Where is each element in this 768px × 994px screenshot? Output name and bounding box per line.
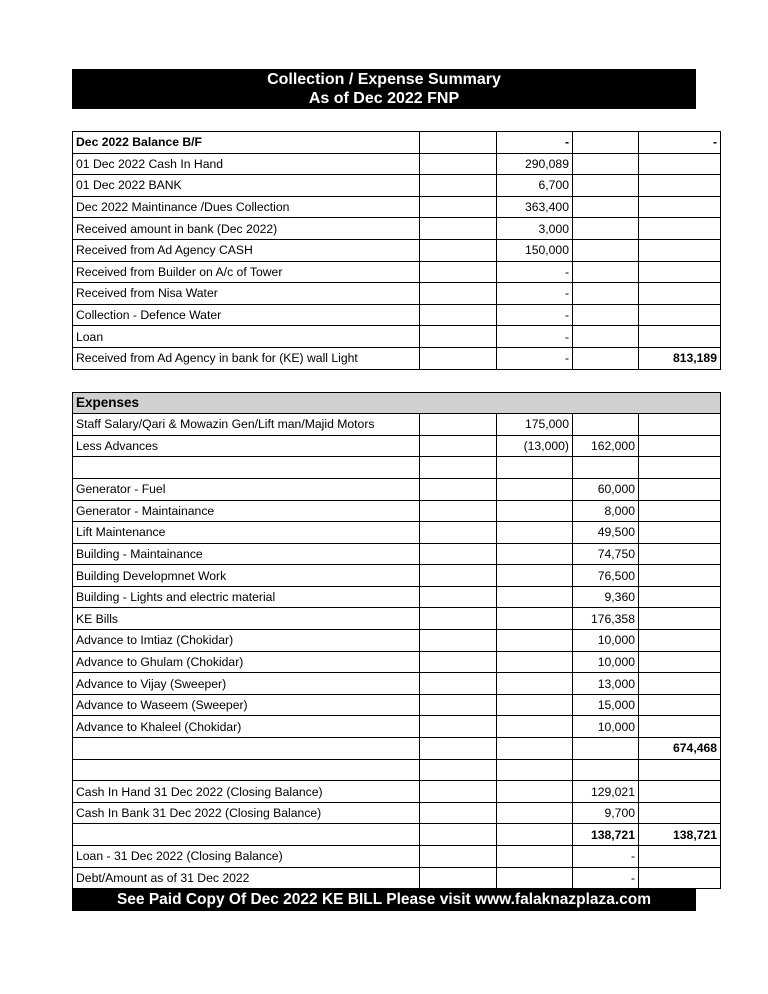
collection-row [73, 239, 721, 261]
col-1-value [420, 175, 497, 197]
col-2-value [497, 694, 573, 716]
col-4-total [639, 239, 721, 261]
expense-row [73, 802, 721, 824]
expense-row [73, 651, 721, 673]
row-label: Advance to Ghulam (Chokidar) [73, 651, 420, 673]
col-1-value [420, 304, 497, 326]
col-3-value: 129,021 [573, 781, 639, 803]
empty-cell [420, 802, 497, 824]
collection-row [73, 326, 721, 348]
empty-cell [420, 500, 497, 522]
row-label [73, 824, 420, 846]
col-2-value [497, 824, 573, 846]
col-1-value [420, 261, 497, 283]
row-label: Lift Maintenance [73, 522, 420, 544]
expense-row [73, 759, 721, 781]
expenses-header: Expenses [73, 392, 721, 414]
row-label: Received from Builder on A/c of Tower [73, 261, 420, 283]
col-3-value: 15,000 [573, 694, 639, 716]
col-1-value [420, 239, 497, 261]
collection-row [73, 304, 721, 326]
col-4-total [639, 196, 721, 218]
col-2-value [497, 543, 573, 565]
expense-row [73, 543, 721, 565]
col-2-value: - [497, 347, 573, 369]
col-3-value [573, 759, 639, 781]
row-label: 01 Dec 2022 Cash In Hand [73, 153, 420, 175]
col-4-total [639, 218, 721, 240]
col-4-total [639, 694, 721, 716]
row-label [73, 738, 420, 760]
expense-row [73, 738, 721, 760]
row-label: Advance to Khaleel (Chokidar) [73, 716, 420, 738]
empty-cell [420, 522, 497, 544]
row-label: Received from Ad Agency CASH [73, 239, 420, 261]
empty-cell [420, 694, 497, 716]
collection-table [72, 131, 721, 370]
col-3-value [573, 196, 639, 218]
col-2-value: - [497, 304, 573, 326]
col-2-value: 3,000 [497, 218, 573, 240]
collection-row [73, 175, 721, 197]
collection-row [73, 153, 721, 175]
col-1-value [420, 196, 497, 218]
row-label: Cash In Hand 31 Dec 2022 (Closing Balance) [73, 781, 420, 803]
col-4-total [639, 781, 721, 803]
expense-row [73, 457, 721, 479]
col-2-value [497, 802, 573, 824]
col-2-value: 150,000 [497, 239, 573, 261]
row-label: Received from Nisa Water [73, 283, 420, 305]
expense-row [73, 824, 721, 846]
row-label: Loan - 31 Dec 2022 (Closing Balance) [73, 846, 420, 868]
col-2-value [497, 478, 573, 500]
col-1-value [420, 283, 497, 305]
col-1-value [420, 153, 497, 175]
col-3-value [573, 283, 639, 305]
empty-cell [420, 759, 497, 781]
col-4-total [639, 175, 721, 197]
col-3-value: 9,700 [573, 802, 639, 824]
col-3-value: 8,000 [573, 500, 639, 522]
empty-cell [420, 846, 497, 868]
col-2-value: - [497, 132, 573, 154]
col-3-value: 10,000 [573, 716, 639, 738]
col-4-total [639, 759, 721, 781]
col-3-value: 138,721 [573, 824, 639, 846]
col-3-value [573, 175, 639, 197]
col-3-value: 76,500 [573, 565, 639, 587]
col-3-value [573, 304, 639, 326]
summary-sheet [72, 69, 718, 911]
col-4-total [639, 414, 721, 436]
col-2-value: 363,400 [497, 196, 573, 218]
empty-cell [420, 781, 497, 803]
col-2-value [497, 500, 573, 522]
collection-row [73, 218, 721, 240]
col-4-total [639, 802, 721, 824]
row-label: Received from Ad Agency in bank for (KE) wall Light [73, 347, 420, 369]
col-2-value [497, 630, 573, 652]
col-1-value [420, 326, 497, 348]
collection-row [73, 261, 721, 283]
col-3-value [573, 414, 639, 436]
expense-row [73, 673, 721, 695]
expense-row [73, 414, 721, 436]
col-4-total: 674,468 [639, 738, 721, 760]
row-label: KE Bills [73, 608, 420, 630]
col-2-value [497, 565, 573, 587]
row-label: Building Developmnet Work [73, 565, 420, 587]
empty-cell [420, 824, 497, 846]
expense-row [73, 630, 721, 652]
col-1-value [420, 347, 497, 369]
col-2-value [497, 651, 573, 673]
col-4-total [639, 673, 721, 695]
col-1-value [420, 218, 497, 240]
col-2-value: - [497, 283, 573, 305]
row-label: Building - Lights and electric material [73, 586, 420, 608]
col-4-total [639, 522, 721, 544]
empty-cell [420, 608, 497, 630]
row-label: Less Advances [73, 435, 420, 457]
col-4-total: 138,721 [639, 824, 721, 846]
col-3-value: 10,000 [573, 630, 639, 652]
collection-row [73, 347, 721, 369]
col-2-value: 175,000 [497, 414, 573, 436]
empty-cell [420, 565, 497, 587]
empty-cell [420, 673, 497, 695]
row-label: Dec 2022 Balance B/F [73, 132, 420, 154]
col-2-value [497, 522, 573, 544]
expense-row [73, 478, 721, 500]
expense-row [73, 846, 721, 868]
expenses-header-row [73, 392, 721, 414]
expense-row [73, 781, 721, 803]
expense-row [73, 694, 721, 716]
collection-row [73, 196, 721, 218]
row-label: Staff Salary/Qari & Mowazin Gen/Lift man/Majid Motors [73, 414, 420, 436]
row-label [73, 457, 420, 479]
row-label: Debt/Amount as of 31 Dec 2022 [73, 867, 420, 889]
col-2-value [497, 738, 573, 760]
empty-cell [420, 414, 497, 436]
expense-row [73, 586, 721, 608]
col-4-total [639, 716, 721, 738]
row-label: Advance to Vijay (Sweeper) [73, 673, 420, 695]
col-3-value [573, 738, 639, 760]
row-label: 01 Dec 2022 BANK [73, 175, 420, 197]
row-label: Building - Maintainance [73, 543, 420, 565]
col-3-value: 176,358 [573, 608, 639, 630]
col-3-value [573, 153, 639, 175]
col-3-value [573, 218, 639, 240]
collection-row [73, 283, 721, 305]
row-label: Generator - Maintainance [73, 500, 420, 522]
col-4-total [639, 651, 721, 673]
expense-row [73, 608, 721, 630]
col-2-value [497, 867, 573, 889]
col-4-total [639, 565, 721, 587]
col-2-value: 6,700 [497, 175, 573, 197]
col-3-value [573, 132, 639, 154]
col-2-value [497, 673, 573, 695]
col-4-total [639, 261, 721, 283]
col-4-total: - [639, 132, 721, 154]
col-3-value: - [573, 867, 639, 889]
col-2-value [497, 781, 573, 803]
col-3-value: 13,000 [573, 673, 639, 695]
row-label [73, 759, 420, 781]
expense-row [73, 522, 721, 544]
row-label: Generator - Fuel [73, 478, 420, 500]
empty-cell [420, 586, 497, 608]
row-label: Advance to Waseem (Sweeper) [73, 694, 420, 716]
col-2-value [497, 759, 573, 781]
col-2-value [497, 716, 573, 738]
col-2-value: 290,089 [497, 153, 573, 175]
col-3-value: 74,750 [573, 543, 639, 565]
title-line-1: Collection / Expense Summary [267, 71, 501, 88]
col-3-value [573, 457, 639, 479]
empty-cell [420, 543, 497, 565]
footer-notice: See Paid Copy Of Dec 2022 KE BILL Please visit www.falaknazplaza.com [72, 889, 696, 911]
row-label: Dec 2022 Maintinance /Dues Collection [73, 196, 420, 218]
title-bar [72, 69, 696, 109]
col-4-total: 813,189 [639, 347, 721, 369]
col-1-value [420, 132, 497, 154]
empty-cell [420, 651, 497, 673]
row-label: Advance to Imtiaz (Chokidar) [73, 630, 420, 652]
empty-cell [420, 630, 497, 652]
col-3-value: 162,000 [573, 435, 639, 457]
col-3-value: 49,500 [573, 522, 639, 544]
col-2-value [497, 457, 573, 479]
col-2-value [497, 608, 573, 630]
col-4-total [639, 630, 721, 652]
row-label: Collection - Defence Water [73, 304, 420, 326]
expense-row [73, 867, 721, 889]
col-4-total [639, 543, 721, 565]
empty-cell [420, 478, 497, 500]
row-label: Loan [73, 326, 420, 348]
col-2-value [497, 586, 573, 608]
col-4-total [639, 478, 721, 500]
col-4-total [639, 457, 721, 479]
col-2-value [497, 846, 573, 868]
expenses-table [72, 392, 721, 890]
col-2-value: - [497, 261, 573, 283]
empty-cell [420, 457, 497, 479]
col-3-value: 9,360 [573, 586, 639, 608]
col-3-value [573, 347, 639, 369]
col-3-value: 60,000 [573, 478, 639, 500]
expense-row [73, 565, 721, 587]
col-4-total [639, 283, 721, 305]
col-4-total [639, 153, 721, 175]
col-3-value [573, 261, 639, 283]
row-label: Cash In Bank 31 Dec 2022 (Closing Balance) [73, 802, 420, 824]
expense-row [73, 435, 721, 457]
col-3-value: 10,000 [573, 651, 639, 673]
col-3-value: - [573, 846, 639, 868]
col-4-total [639, 846, 721, 868]
col-3-value [573, 326, 639, 348]
spacer [72, 370, 696, 392]
empty-cell [420, 435, 497, 457]
col-2-value: - [497, 326, 573, 348]
expense-row [73, 500, 721, 522]
col-4-total [639, 608, 721, 630]
col-2-value: (13,000) [497, 435, 573, 457]
expense-row [73, 716, 721, 738]
empty-cell [420, 716, 497, 738]
col-4-total [639, 500, 721, 522]
spacer [72, 109, 696, 131]
row-label: Received amount in bank (Dec 2022) [73, 218, 420, 240]
col-4-total [639, 326, 721, 348]
empty-cell [420, 738, 497, 760]
empty-cell [420, 867, 497, 889]
col-3-value [573, 239, 639, 261]
title-line-2: As of Dec 2022 FNP [308, 90, 460, 107]
col-4-total [639, 586, 721, 608]
col-4-total [639, 867, 721, 889]
collection-row [73, 132, 721, 154]
col-4-total [639, 435, 721, 457]
col-4-total [639, 304, 721, 326]
